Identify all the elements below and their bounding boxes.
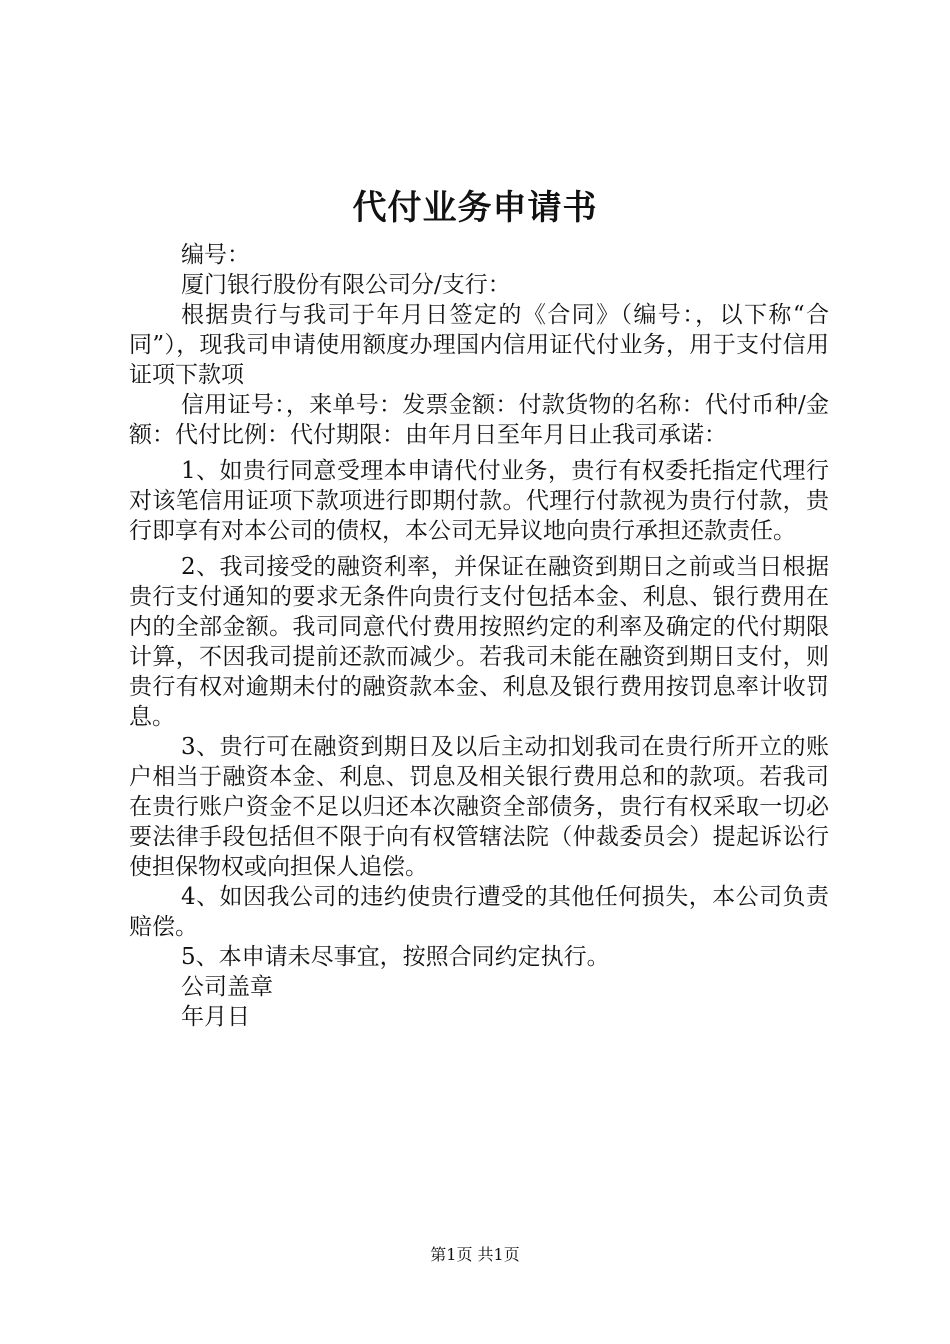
page-footer: 第1页 共1页: [430, 1245, 520, 1264]
clause-5: 5、本申请未尽事宜，按照合同约定执行。: [181, 944, 610, 970]
date-line: 年月日: [181, 1004, 250, 1030]
clause-2: 2、我司接受的融资利率，并保证在融资到期日之前或当日根据贵行支付通知的要求无条件向贵行支付包括本金、利息、银行费用在内的全部金额。我司同意代付费用按照约定的利率及确定的代付期限计算，不因我司提前还款而减少。若我司未能在融资到期日支付，则贵行有权对逾期未付的融资款本金、利息及银行费用按罚息率计收罚息。: [129, 554, 829, 730]
company-seal-line: 公司盖章: [181, 974, 273, 1000]
contract-reference-paragraph: 根据贵行与我司于年月日签定的《合同》（编号：，以下称“合同”），现我司申请使用额度办理国内信用证代付业务，用于支付信用证项下款项: [129, 302, 829, 388]
clause-3: 3、贵行可在融资到期日及以后主动扣划我司在贵行所开立的账户相当于融资本金、利息、罚息及相关银行费用总和的款项。若我司在贵行账户资金不足以归还本次融资全部债务，贵行有权采取一切必要法律手段包括但不限于向有权管辖法院（仲裁委员会）提起诉讼行使担保物权或向担保人追偿。: [129, 734, 829, 880]
document-title: 代付业务申请书: [352, 188, 598, 228]
addressee-line: 厦门银行股份有限公司分/支行：: [181, 272, 511, 298]
credit-details-paragraph: 信用证号：，来单号：发票金额：付款货物的名称：代付币种/金额：代付比例：代付期限：由年月日至年月日止我司承诺：: [129, 392, 829, 448]
clause-1: 1、如贵行同意受理本申请代付业务，贵行有权委托指定代理行对该笔信用证项下款项进行即期付款。代理行付款视为贵行付款，贵行即享有对本公司的债权，本公司无异议地向贵行承担还款责任。: [129, 458, 829, 544]
serial-number-line: 编号：: [181, 242, 250, 268]
clause-4: 4、如因我公司的违约使贵行遭受的其他任何损失，本公司负责赔偿。: [129, 884, 829, 940]
document-body: [129, 240, 829, 1032]
